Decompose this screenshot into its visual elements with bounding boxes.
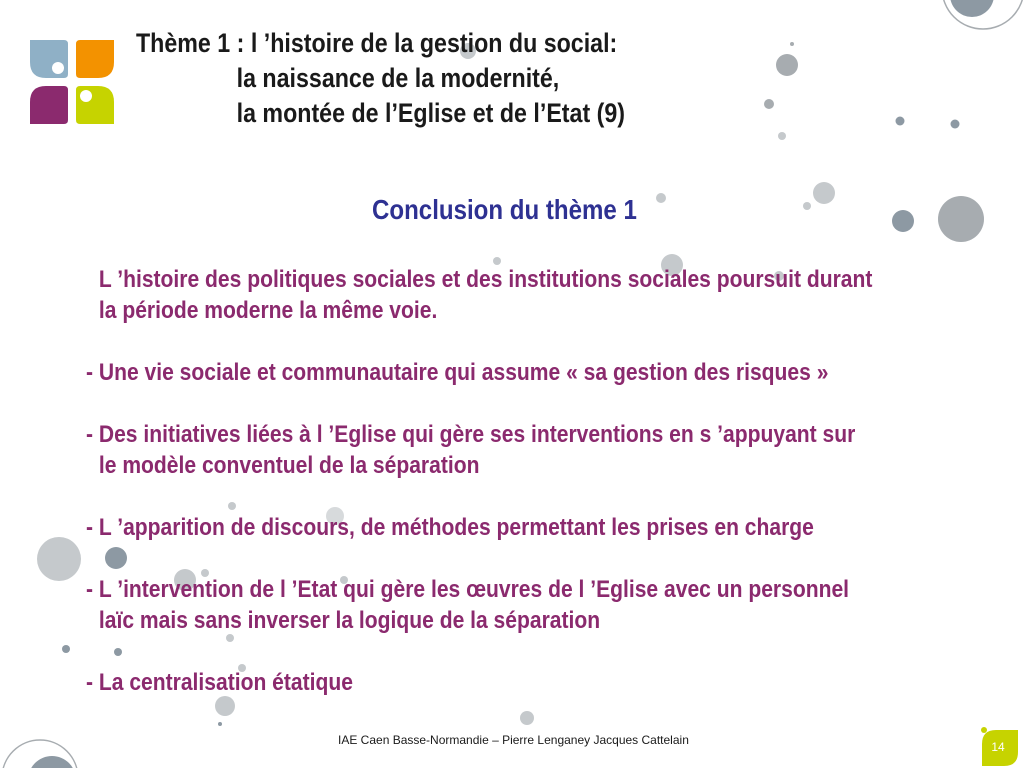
bullet-item [86, 357, 937, 388]
footer-credits: IAE Caen Basse-Normandie – Pierre Lenganey Jacques Cattelain [338, 733, 689, 747]
bullet-line-1: - Une vie sociale et communautaire qui assume « sa gestion des risques » [86, 359, 829, 386]
slide-title [136, 26, 686, 131]
decor-dot [951, 120, 960, 129]
decor-dot [656, 193, 666, 203]
decor-dot [37, 537, 81, 581]
bullet-item [86, 512, 937, 543]
page-number-badge [980, 726, 1020, 766]
bullet-line-1: - L ’intervention de l ’Etat qui gère les œuvres de l ’Eglise avec un personnel [86, 576, 850, 603]
decor-dot [790, 42, 794, 46]
bullet-line-2: le modèle conventuel de la séparation [98, 452, 480, 479]
decor-dot [764, 99, 774, 109]
decor-dot [892, 210, 914, 232]
decor-dot [938, 196, 984, 242]
decor-dot [28, 756, 76, 768]
decor-dot [778, 132, 786, 140]
logo-petal-blue [30, 40, 68, 78]
logo-petal-orange [76, 40, 114, 78]
bullet-item [86, 419, 937, 481]
bullet-item [86, 667, 937, 698]
bullet-line-1: - La centralisation étatique [86, 669, 353, 696]
bullet-line-1: - L ’apparition de discours, de méthodes permettant les prises en charge [86, 514, 814, 541]
intro-line-1: L ’histoire des politiques sociales et des institutions sociales poursuit durant [98, 266, 873, 293]
page-number: 14 [991, 740, 1005, 754]
decor-dot [62, 645, 70, 653]
bullet-line-1: - Des initiatives liées à l ’Eglise qui gère ses interventions en s ’appuyant sur [86, 421, 856, 448]
intro-paragraph [86, 264, 937, 326]
logo-icon [26, 36, 118, 128]
title-line-2: la naissance de la modernité, [236, 63, 560, 93]
slide-subtitle: Conclusion du thème 1 [372, 194, 637, 225]
decor-dot [803, 202, 811, 210]
logo-petal-green [76, 86, 114, 124]
decor-dot [950, 0, 994, 17]
title-line-3: la montée de l’Eglise et de l’Etat (9) [236, 98, 626, 128]
decor-dot [813, 182, 835, 204]
decor-dot [896, 117, 905, 126]
logo-petal-purple [30, 86, 68, 124]
decor-dot [776, 54, 798, 76]
bullet-line-2: laïc mais sans inverser la logique de la séparation [98, 607, 601, 634]
slide-body [86, 264, 937, 729]
bullet-item [86, 574, 937, 636]
intro-line-2: la période moderne la même voie. [98, 297, 438, 324]
title-line-1: Thème 1 : l ’histoire de la gestion du social: [136, 28, 618, 58]
